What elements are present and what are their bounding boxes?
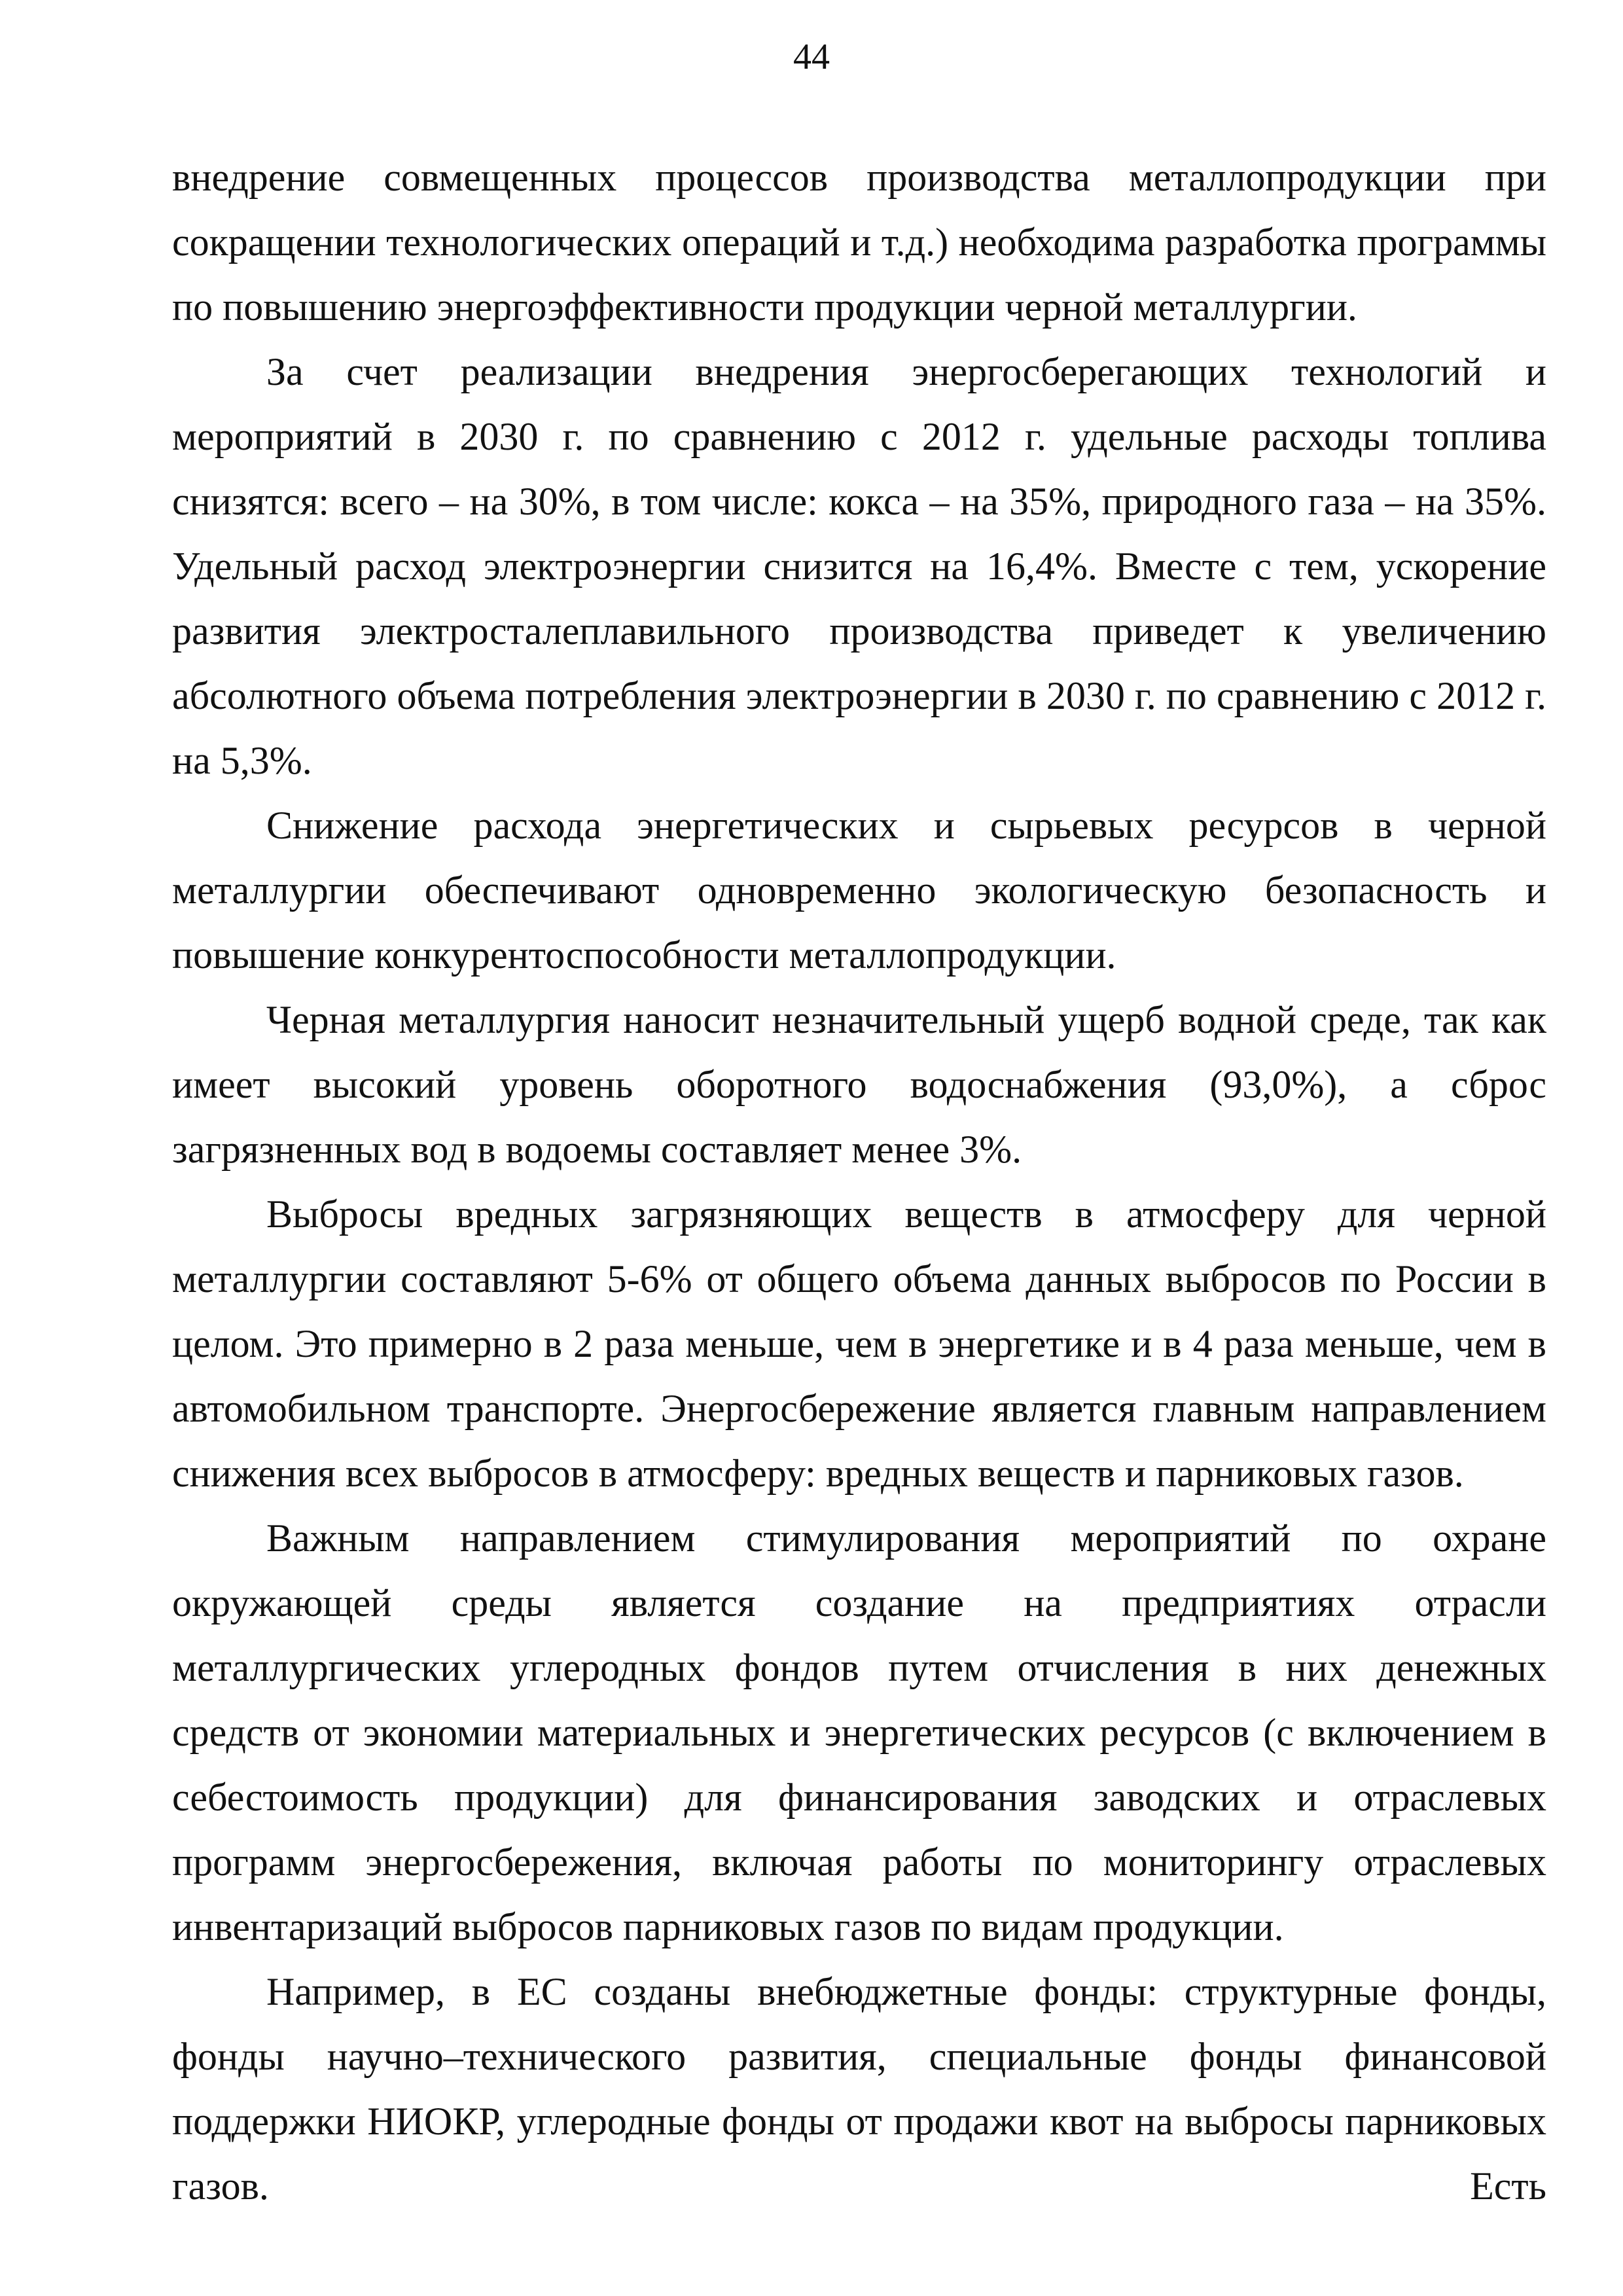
paragraph-energy-savings-2030: За счет реализации внедрения энергосберегающих технологий и мероприятий в 2030 г. по сравнению с 2012 г. удельные расходы топлива снизятся: всего – на 30%, в том числе: кокса – на 35%, природного газа – на 35%. Удельный расход электроэнергии снизится на 16,4%. Вместе с тем, ускорение развития электросталеплавильного производства приведет к увеличению абсолютного объема потребления электроэнергии в 2030 г. по сравнению с 2012 г. на 5,3%. (172, 350, 1546, 782)
paragraph-continuation: внедрение совмещенных процессов производства металлопродукции при сокращении технологических операций и т.д.) необходима разработка программы по повышению энергоэффективности продукции черной металлургии. (172, 156, 1546, 329)
paragraph-eu-funds: Например, в ЕС созданы внебюджетные фонды: структурные фонды, фонды научно–технического развития, специальные фонды финансовой поддержки НИОКР, углеродные фонды от продажи квот на выбросы парниковых газов. Есть (172, 1970, 1546, 2208)
document-body (172, 145, 1546, 2219)
paragraph-resource-reduction: Снижение расхода энергетических и сырьевых ресурсов в черной металлургии обеспечивают одновременно экологическую безопасность и повышение конкурентоспособности металлопродукции. (172, 804, 1546, 977)
paragraph-water-impact: Черная металлургия наносит незначительный ущерб водной среде, так как имеет высокий уровень оборотного водоснабжения (93,0%), а сброс загрязненных вод в водоемы составляет менее 3%. (172, 998, 1546, 1171)
page-number: 44 (793, 37, 830, 77)
paragraph-air-emissions: Выбросы вредных загрязняющих веществ в атмосферу для черной металлургии составляют 5-6% от общего объема данных выбросов по России в целом. Это примерно в 2 раза меньше, чем в энергетике и в 4 раза меньше, чем в автомобильном транспорте. Энергосбережение является главным направлением снижения всех выбросов в атмосферу: вредных веществ и парниковых газов. (172, 1193, 1546, 1495)
paragraph-carbon-funds: Важным направлением стимулирования мероприятий по охране окружающей среды является создание на предприятиях отрасли металлургических углеродных фондов путем отчисления в них денежных средств от экономии материальных и энергетических ресурсов (с включением в себестоимость продукции) для финансирования заводских и отраслевых программ энергосбережения, включая работы по мониторингу отраслевых инвентаризаций выбросов парниковых газов по видам продукции. (172, 1516, 1546, 1948)
